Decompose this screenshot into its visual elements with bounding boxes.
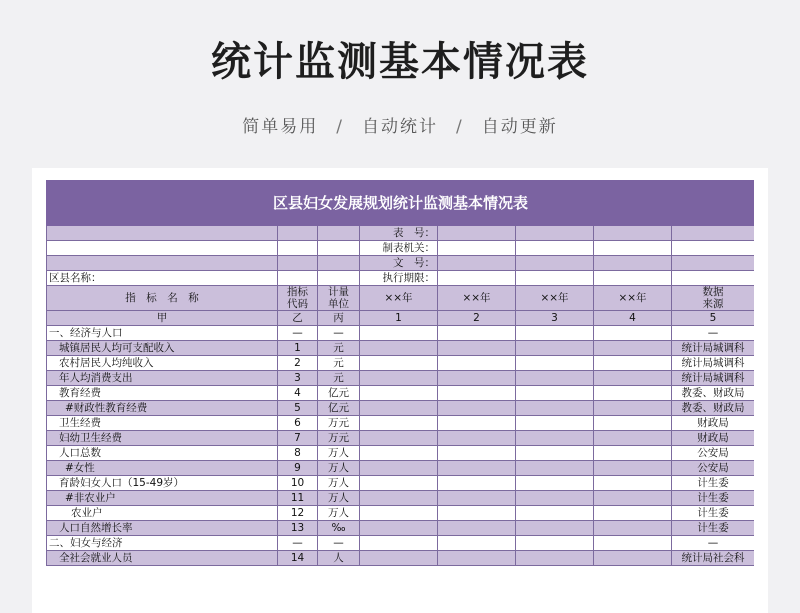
blank-cell[interactable] (278, 226, 318, 241)
year-value-cell[interactable] (438, 386, 516, 401)
year-value-cell[interactable] (438, 491, 516, 506)
meta-row (47, 271, 755, 286)
table-row (47, 431, 755, 446)
indicator-unit[interactable]: 亿元 (318, 386, 360, 401)
data-source[interactable]: 计生委 (672, 521, 755, 536)
indicator-unit[interactable]: 万人 (318, 461, 360, 476)
year-value-cell[interactable] (360, 416, 438, 431)
column-header-row (47, 286, 755, 311)
meta-value-cell[interactable] (516, 271, 594, 286)
col-index[interactable]: 3 (516, 311, 594, 326)
indicator-unit[interactable]: 万元 (318, 416, 360, 431)
year-value-cell[interactable] (594, 536, 672, 551)
year-value-cell[interactable] (360, 536, 438, 551)
subtitle-separator: / (336, 117, 344, 137)
meta-value-cell[interactable] (672, 226, 755, 241)
year-value-cell[interactable] (438, 461, 516, 476)
meta-value-cell[interactable] (516, 256, 594, 271)
col-header-year[interactable]: ××年 (594, 286, 672, 311)
meta-value-cell[interactable] (594, 226, 672, 241)
blank-cell[interactable] (278, 256, 318, 271)
table-title: 区县妇女发展规划统计监测基本情况表 (47, 181, 755, 226)
year-value-cell[interactable] (594, 491, 672, 506)
data-source[interactable]: 公安局 (672, 461, 755, 476)
blank-cell[interactable] (278, 241, 318, 256)
indicator-unit[interactable]: 万人 (318, 506, 360, 521)
indicator-code[interactable]: 1 (278, 341, 318, 356)
col-header-source[interactable]: 数据 来源 (672, 286, 755, 311)
meta-value-cell[interactable] (672, 256, 755, 271)
page-subtitle (0, 112, 800, 137)
indicator-name[interactable]: 年人均消费支出 (47, 371, 278, 386)
indicator-unit[interactable]: 亿元 (318, 401, 360, 416)
meta-label[interactable]: 执行期限： (360, 271, 438, 286)
district-label[interactable]: 区县名称： (47, 271, 278, 286)
col-index[interactable]: 4 (594, 311, 672, 326)
subtitle-item: 自动更新 (481, 117, 558, 137)
indicator-code[interactable]: 9 (278, 461, 318, 476)
indicator-name[interactable]: 人口自然增长率 (47, 521, 278, 536)
col-header-indicator[interactable]: 指 标 名 称 (47, 286, 278, 311)
year-value-cell[interactable] (360, 446, 438, 461)
year-value-cell[interactable] (360, 371, 438, 386)
year-value-cell[interactable] (438, 431, 516, 446)
col-index[interactable]: 2 (438, 311, 516, 326)
year-value-cell[interactable] (438, 476, 516, 491)
table-row (47, 386, 755, 401)
year-value-cell[interactable] (360, 521, 438, 536)
indicator-name[interactable]: 城镇居民人均可支配收入 (47, 341, 278, 356)
year-value-cell[interactable] (360, 341, 438, 356)
year-value-cell[interactable] (594, 506, 672, 521)
data-source[interactable]: 教委、财政局 (672, 386, 755, 401)
indicator-name[interactable]: 妇幼卫生经费 (47, 431, 278, 446)
indicator-code[interactable]: 10 (278, 476, 318, 491)
indicator-unit[interactable]: 万人 (318, 491, 360, 506)
preview-card (32, 168, 768, 613)
indicator-unit[interactable]: 人 (318, 551, 360, 566)
year-value-cell[interactable] (594, 386, 672, 401)
blank-cell[interactable] (318, 256, 360, 271)
data-source[interactable]: 统计局社会科 (672, 551, 755, 566)
blank-cell[interactable] (278, 271, 318, 286)
meta-value-cell[interactable] (438, 256, 516, 271)
year-value-cell[interactable] (360, 386, 438, 401)
meta-row (47, 226, 755, 241)
indicator-code[interactable]: 5 (278, 401, 318, 416)
col-index[interactable]: 甲 (47, 311, 278, 326)
year-value-cell[interactable] (516, 446, 594, 461)
year-value-cell[interactable] (516, 371, 594, 386)
meta-label[interactable]: 制表机关： (360, 241, 438, 256)
indicator-unit[interactable]: 元 (318, 341, 360, 356)
indicator-code[interactable]: 8 (278, 446, 318, 461)
year-value-cell[interactable] (360, 356, 438, 371)
year-value-cell[interactable] (438, 551, 516, 566)
year-value-cell[interactable] (360, 401, 438, 416)
indicator-name[interactable]: 卫生经费 (47, 416, 278, 431)
data-source[interactable]: 计生委 (672, 476, 755, 491)
meta-value-cell[interactable] (594, 271, 672, 286)
subtitle-separator: / (456, 117, 464, 137)
col-index[interactable]: 5 (672, 311, 755, 326)
subtitle-item: 简单易用 (242, 117, 319, 137)
col-header-code[interactable]: 指标 代码 (278, 286, 318, 311)
year-value-cell[interactable] (594, 461, 672, 476)
data-source[interactable]: 计生委 (672, 506, 755, 521)
indicator-code[interactable]: 11 (278, 491, 318, 506)
col-index[interactable]: 1 (360, 311, 438, 326)
meta-value-cell[interactable] (516, 226, 594, 241)
col-index[interactable]: 丙 (318, 311, 360, 326)
data-source[interactable]: 公安局 (672, 446, 755, 461)
year-value-cell[interactable] (360, 461, 438, 476)
table-row (47, 341, 755, 356)
table-row (47, 491, 755, 506)
year-value-cell[interactable] (516, 326, 594, 341)
year-value-cell[interactable] (594, 341, 672, 356)
year-value-cell[interactable] (516, 356, 594, 371)
table-row (47, 371, 755, 386)
indicator-unit[interactable]: 万人 (318, 476, 360, 491)
page-title: 统计监测基本情况表 (211, 39, 589, 85)
year-value-cell[interactable] (360, 326, 438, 341)
year-value-cell[interactable] (516, 341, 594, 356)
indicator-name[interactable]: 二、妇女与经济 (47, 536, 278, 551)
indicator-unit[interactable]: 万人 (318, 446, 360, 461)
year-value-cell[interactable] (516, 476, 594, 491)
year-value-cell[interactable] (594, 326, 672, 341)
meta-value-cell[interactable] (516, 241, 594, 256)
indicator-unit[interactable]: 元 (318, 356, 360, 371)
table-row (47, 551, 755, 566)
statistics-table (46, 180, 754, 566)
year-value-cell[interactable] (438, 401, 516, 416)
year-value-cell[interactable] (594, 356, 672, 371)
year-value-cell[interactable] (438, 446, 516, 461)
meta-value-cell[interactable] (438, 241, 516, 256)
indicator-code[interactable]: 14 (278, 551, 318, 566)
year-value-cell[interactable] (594, 431, 672, 446)
blank-cell[interactable] (47, 241, 278, 256)
indicator-code[interactable]: 2 (278, 356, 318, 371)
indicator-name[interactable]: 人口总数 (47, 446, 278, 461)
spreadsheet[interactable] (46, 180, 754, 613)
data-source[interactable]: 统计局城调科 (672, 356, 755, 371)
table-header-row (47, 181, 755, 226)
table-row (47, 401, 755, 416)
meta-value-cell[interactable] (594, 256, 672, 271)
meta-value-cell[interactable] (594, 241, 672, 256)
subtitle-item: 自动统计 (362, 117, 438, 137)
indicator-code[interactable]: 6 (278, 416, 318, 431)
col-header-year[interactable]: ××年 (516, 286, 594, 311)
blank-cell[interactable] (47, 256, 278, 271)
indicator-code[interactable]: 3 (278, 371, 318, 386)
year-value-cell[interactable] (438, 326, 516, 341)
year-value-cell[interactable] (594, 521, 672, 536)
table-row (47, 536, 755, 551)
blank-cell[interactable] (318, 226, 360, 241)
data-source[interactable]: 教委、财政局 (672, 401, 755, 416)
indicator-name[interactable]: 一、经济与人口 (47, 326, 278, 341)
meta-label[interactable]: 表 号： (360, 226, 438, 241)
data-source[interactable]: 统计局城调科 (672, 371, 755, 386)
indicator-code[interactable]: — (278, 536, 318, 551)
indicator-code[interactable]: 7 (278, 431, 318, 446)
meta-row (47, 241, 755, 256)
indicator-code[interactable]: 4 (278, 386, 318, 401)
indicator-code[interactable]: 13 (278, 521, 318, 536)
data-source[interactable]: 财政局 (672, 416, 755, 431)
data-source[interactable]: — (672, 536, 755, 551)
col-index[interactable]: 乙 (278, 311, 318, 326)
indicator-name[interactable]: 农业户 (47, 506, 278, 521)
blank-cell[interactable] (47, 226, 278, 241)
year-value-cell[interactable] (594, 401, 672, 416)
indicator-name[interactable]: 农村居民人均纯收入 (47, 356, 278, 371)
table-row (47, 461, 755, 476)
data-source[interactable]: 财政局 (672, 431, 755, 446)
year-value-cell[interactable] (516, 431, 594, 446)
year-value-cell[interactable] (438, 371, 516, 386)
year-value-cell[interactable] (360, 551, 438, 566)
data-source[interactable]: 计生委 (672, 491, 755, 506)
table-row (47, 506, 755, 521)
table-row (47, 356, 755, 371)
year-value-cell[interactable] (438, 506, 516, 521)
year-value-cell[interactable] (438, 416, 516, 431)
year-value-cell[interactable] (516, 416, 594, 431)
year-value-cell[interactable] (594, 446, 672, 461)
data-source[interactable]: — (672, 326, 755, 341)
table-row (47, 326, 755, 341)
year-value-cell[interactable] (516, 536, 594, 551)
year-value-cell[interactable] (594, 416, 672, 431)
meta-value-cell[interactable] (672, 271, 755, 286)
year-value-cell[interactable] (360, 431, 438, 446)
indicator-unit[interactable]: 万元 (318, 431, 360, 446)
year-value-cell[interactable] (438, 356, 516, 371)
meta-label[interactable]: 文 号： (360, 256, 438, 271)
year-value-cell[interactable] (360, 491, 438, 506)
year-value-cell[interactable] (438, 521, 516, 536)
meta-value-cell[interactable] (672, 241, 755, 256)
year-value-cell[interactable] (516, 491, 594, 506)
year-value-cell[interactable] (438, 536, 516, 551)
meta-value-cell[interactable] (438, 271, 516, 286)
table-row (47, 446, 755, 461)
data-source[interactable]: 统计局城调科 (672, 341, 755, 356)
indicator-name[interactable]: #女性 (47, 461, 278, 476)
year-value-cell[interactable] (516, 386, 594, 401)
indicator-name[interactable]: 育龄妇女人口（15-49岁） (47, 476, 278, 491)
year-value-cell[interactable] (594, 551, 672, 566)
indicator-code[interactable]: — (278, 326, 318, 341)
column-index-row (47, 311, 755, 326)
year-value-cell[interactable] (516, 401, 594, 416)
year-value-cell[interactable] (438, 341, 516, 356)
indicator-code[interactable]: 12 (278, 506, 318, 521)
indicator-unit[interactable]: ‰ (318, 521, 360, 536)
indicator-unit[interactable]: 元 (318, 371, 360, 386)
col-header-year[interactable]: ××年 (360, 286, 438, 311)
meta-row (47, 256, 755, 271)
year-value-cell[interactable] (516, 461, 594, 476)
year-value-cell[interactable] (516, 551, 594, 566)
col-header-unit[interactable]: 计量 单位 (318, 286, 360, 311)
table-row (47, 476, 755, 491)
indicator-name[interactable]: #财政性教育经费 (47, 401, 278, 416)
table-row (47, 521, 755, 536)
indicator-unit[interactable]: — (318, 536, 360, 551)
indicator-name[interactable]: 教育经费 (47, 386, 278, 401)
table-row (47, 416, 755, 431)
indicator-name[interactable]: #非农业户 (47, 491, 278, 506)
indicator-unit[interactable]: — (318, 326, 360, 341)
year-value-cell[interactable] (360, 506, 438, 521)
col-header-year[interactable]: ××年 (438, 286, 516, 311)
year-value-cell[interactable] (516, 506, 594, 521)
blank-cell[interactable] (318, 271, 360, 286)
blank-cell[interactable] (318, 241, 360, 256)
year-value-cell[interactable] (594, 371, 672, 386)
year-value-cell[interactable] (360, 476, 438, 491)
indicator-name[interactable]: 全社会就业人员 (47, 551, 278, 566)
year-value-cell[interactable] (516, 521, 594, 536)
year-value-cell[interactable] (594, 476, 672, 491)
meta-value-cell[interactable] (438, 226, 516, 241)
